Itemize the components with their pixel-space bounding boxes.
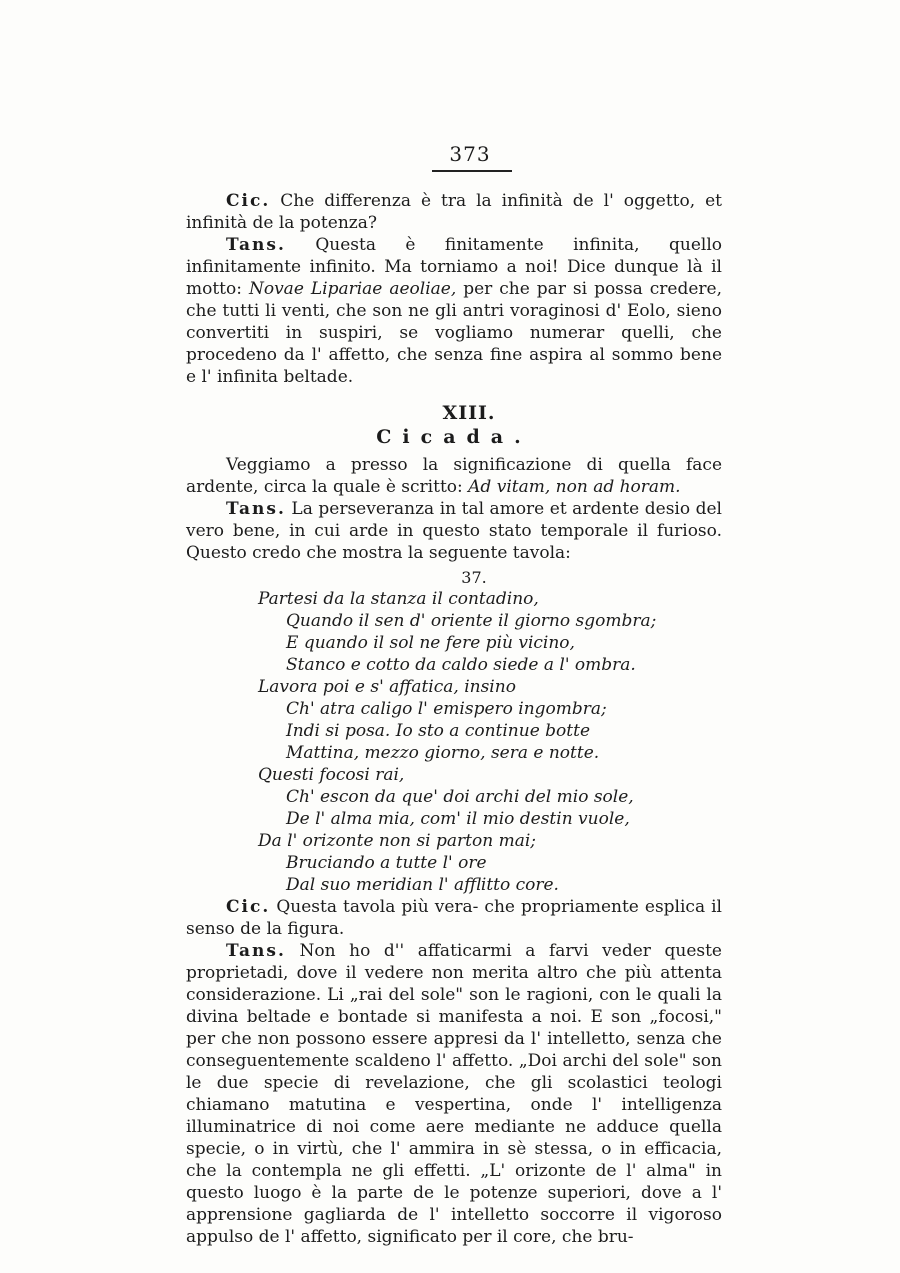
poem-line: Mattina, mezzo giorno, sera e notte. xyxy=(286,743,600,763)
dialogue-text: Non ho d'' affaticarmi a farvi veder queste proprietadi, dove il vedere non merita altro che più attenta considerazione. Li „rai del sole" son le ragioni, con le quali la divina beltade e bontade si manifesta a noi. E son „focosi," per che non possono essere appresi da l' intelletto, senza che conseguentemente scaldeno l' affetto. „Doi archi del sole" son le due specie di revelazione, che gli scolastici teologi chiamano matutina e vespertina, onde l' intelligenza illuminatrice di noi come aere mediante ne adduce quella specie, o in virtù, che l' ammira in sè stessa, o in efficacia, che la contempla ne gli effetti. „L' orizonte de l' alma" in questo luogo è la parte de le potenze superiori, dove a l' apprensione gagliarda de l' intelletto soccorre il vigoroso appulso de l' affetto, significato per il core, che bru- xyxy=(186,941,722,1247)
dialogue-cicada-2 xyxy=(186,454,722,498)
poem-line: Dal suo meridian l' afflitto core. xyxy=(286,875,559,895)
section-speaker-heading: Cicada. xyxy=(376,426,532,448)
dialogue-cicada-3 xyxy=(186,896,722,940)
poem-number: 37. xyxy=(461,568,487,587)
motto-text: Novae Lipariae aeoliae, xyxy=(248,279,457,299)
section-number: XIII. xyxy=(442,402,496,424)
poem-line: Indi si posa. Io sto a continue botte xyxy=(286,721,590,741)
poem-line: Questi focosi rai, xyxy=(258,765,405,785)
speaker-label: Cic. xyxy=(226,191,271,211)
dialogue-tansillo-1 xyxy=(186,234,722,388)
dialogue-tansillo-3 xyxy=(186,940,722,1248)
dialogue-cicada-1 xyxy=(186,190,722,234)
poem-line: Ch' escon da que' doi archi del mio sole, xyxy=(286,787,634,807)
dialogue-text: Che differenza è tra la infinità de l' oggetto, et infinità de la potenza? xyxy=(186,191,722,233)
dialogue-tansillo-2 xyxy=(186,498,722,564)
speaker-label: Cic. xyxy=(226,897,271,917)
poem-line: E quando il sol ne fere più vicino, xyxy=(286,633,575,653)
dialogue-text: Veggiamo a presso la significazione di quella face ardente, circa la quale è scritto: xyxy=(186,455,722,497)
dialogue-text: Questa è finitamente infinita, quello infinitamente infinito. Ma torniamo a noi! Dice dunque là il motto: xyxy=(186,235,723,299)
poem-line: Bruciando a tutte l' ore xyxy=(286,853,487,873)
poem-line: Da l' orizonte non si parton mai; xyxy=(258,831,537,851)
dialogue-text: per che par si possa credere, che tutti li venti, che son ne gli antri voraginosi d' Eolo, sieno convertiti in suspiri, se vogliamo numerar quelli, che procedeno da l' affetto, che senza fine aspira al sommo bene e l' infinita beltade. xyxy=(186,279,722,387)
speaker-label: Tans. xyxy=(226,499,286,519)
poem-line: Lavora poi e s' affatica, insino xyxy=(258,677,516,697)
dialogue-text: La perseveranza in tal amore et ardente desio del vero bene, in cui arde in questo stato temporale il furioso. Questo credo che mostra la seguente tavola: xyxy=(186,499,722,563)
body-text xyxy=(186,190,722,1248)
poem xyxy=(258,588,722,896)
header-rule xyxy=(432,170,512,172)
poem-line: Stanco e cotto da caldo siede a l' ombra. xyxy=(286,655,636,675)
speaker-label: Tans. xyxy=(226,235,286,255)
poem-line: Ch' atra caligo l' emispero ingombra; xyxy=(286,699,607,719)
speaker-label: Tans. xyxy=(226,941,286,961)
poem-line: Partesi da la stanza il contadino, xyxy=(258,589,539,609)
motto-text: Ad vitam, non ad horam. xyxy=(468,477,681,497)
poem-line: De l' alma mia, com' il mio destin vuole, xyxy=(286,809,630,829)
page-number: 373 xyxy=(449,142,491,166)
dialogue-text: Questa tavola più vera- che propriamente esplica il senso de la figura. xyxy=(186,897,722,939)
poem-line: Quando il sen d' oriente il giorno sgombra; xyxy=(286,611,657,631)
